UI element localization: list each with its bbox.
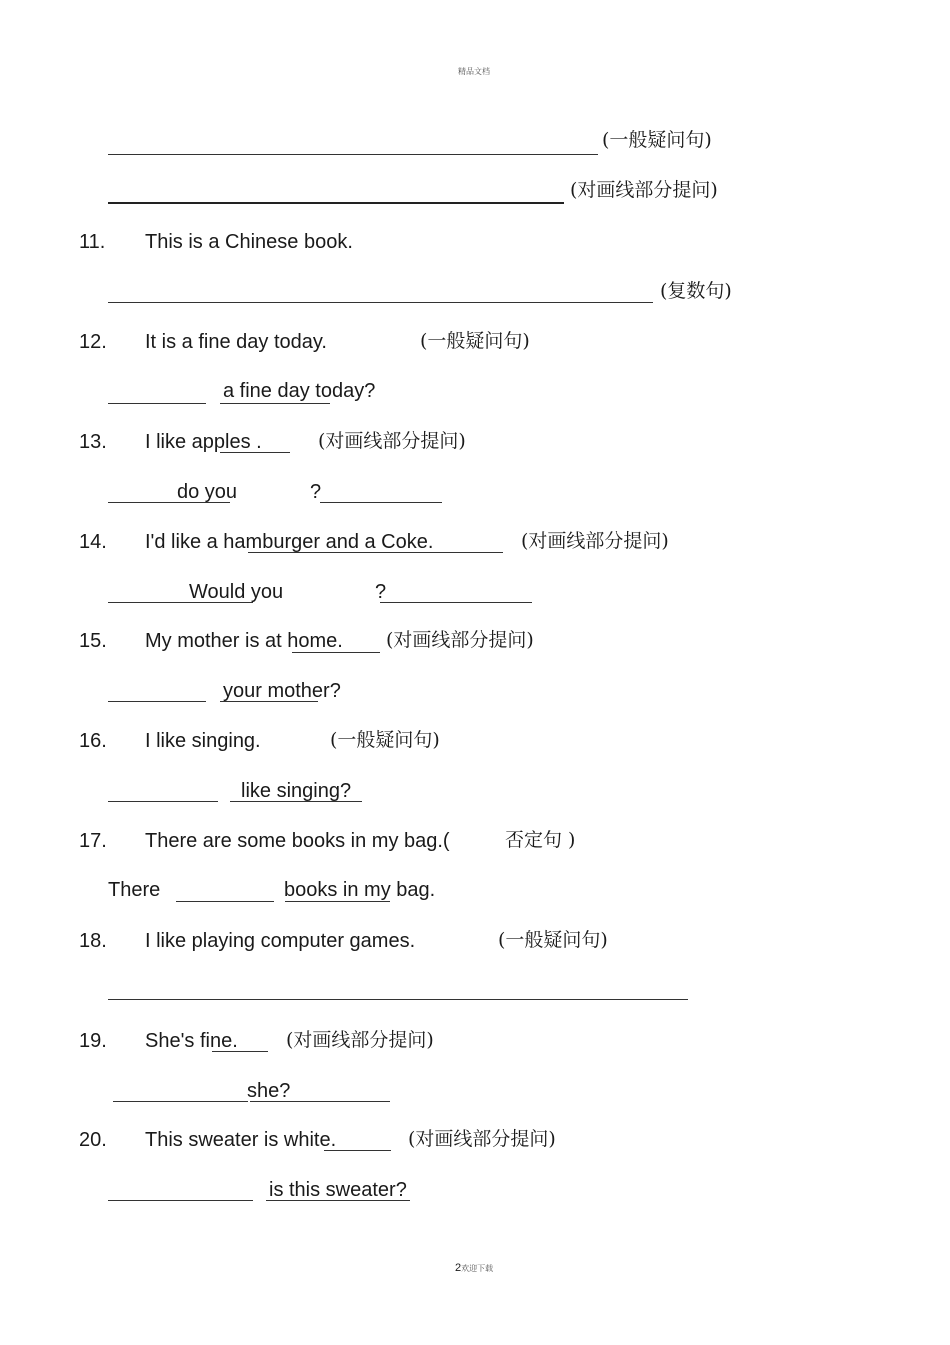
question-sentence: This sweater is white. [145, 1129, 337, 1151]
question-sentence: I like playing computer games. [145, 930, 416, 952]
question-sentence: I like singing. [145, 730, 261, 752]
answer-blank[interactable] [108, 403, 206, 404]
task-instruction: (一般疑问句) [602, 129, 712, 151]
task-instruction: (一般疑问句) [330, 729, 440, 751]
question-number: 15. [79, 630, 107, 652]
answer-line[interactable] [108, 154, 598, 155]
question-number: 14. [79, 531, 107, 553]
answer-text: books in my bag. [284, 879, 436, 901]
question-number: 12. [79, 331, 107, 353]
answer-text: is this sweater? [269, 1179, 407, 1201]
question-number: 13. [79, 431, 107, 453]
task-instruction: (对画线部分提问) [570, 179, 718, 201]
answer-blank[interactable] [113, 1101, 248, 1102]
task-instruction: (一般疑问句) [498, 929, 608, 951]
underlined-part [220, 452, 290, 453]
task-instruction: 否定句 ) [505, 829, 576, 851]
answer-text: ? [310, 481, 322, 503]
task-instruction: (对画线部分提问) [318, 430, 466, 452]
answer-text: your mother? [223, 680, 341, 702]
underlined-part [248, 552, 503, 553]
answer-underline [250, 1101, 390, 1102]
answer-text: a fine day today? [223, 380, 376, 402]
answer-text: like singing? [241, 780, 352, 802]
task-instruction: (对画线部分提问) [386, 629, 534, 651]
question-number: 19. [79, 1030, 107, 1052]
task-instruction: (一般疑问句) [420, 330, 530, 352]
answer-blank[interactable] [108, 701, 206, 702]
answer-blank[interactable] [380, 602, 532, 603]
answer-underline [220, 403, 330, 404]
question-sentence: There are some books in my bag.( [145, 830, 450, 852]
question-number: 20. [79, 1129, 107, 1151]
answer-text: Would you [189, 581, 284, 603]
question-sentence: She's fine. [145, 1030, 238, 1052]
page-footer [455, 1261, 493, 1276]
answer-line[interactable] [108, 302, 653, 303]
question-sentence: I like apples . [145, 431, 262, 453]
answer-blank[interactable] [108, 1200, 253, 1201]
page-header-label: 精品文档 [458, 67, 490, 76]
answer-blank[interactable] [176, 901, 274, 902]
answer-blank[interactable] [108, 801, 218, 802]
answer-text: ? [375, 581, 387, 603]
task-instruction: (对画线部分提问) [408, 1128, 556, 1150]
footer-label: 欢迎下载 [461, 1264, 494, 1273]
page-number: 2 [455, 1262, 462, 1274]
question-number: 11. [79, 231, 106, 253]
answer-text: There [108, 879, 161, 901]
answer-text: she? [247, 1080, 291, 1102]
question-number: 16. [79, 730, 107, 752]
task-instruction: (复数句) [660, 280, 732, 302]
task-instruction: (对画线部分提问) [521, 530, 669, 552]
underlined-part [212, 1051, 268, 1052]
task-instruction: (对画线部分提问) [286, 1029, 434, 1051]
answer-line[interactable] [108, 999, 688, 1000]
underlined-part [292, 652, 380, 653]
answer-line[interactable] [108, 202, 564, 204]
question-sentence: I'd like a hamburger and a Coke. [145, 531, 434, 553]
question-number: 17. [79, 830, 107, 852]
question-sentence: It is a fine day today. [145, 331, 327, 353]
answer-text: do you [177, 481, 238, 503]
underlined-part [324, 1150, 391, 1151]
question-sentence: This is a Chinese book. [145, 231, 353, 253]
question-sentence: My mother is at home. [145, 630, 343, 652]
question-number: 18. [79, 930, 107, 952]
answer-blank[interactable] [320, 502, 442, 503]
